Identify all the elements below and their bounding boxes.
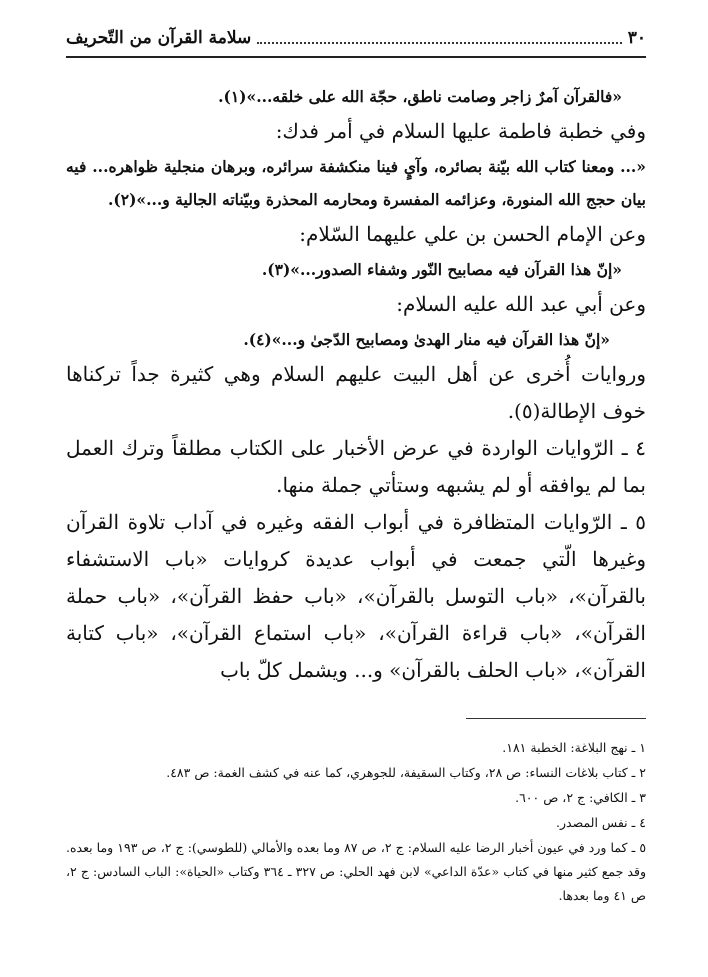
- footnote: ٢ ـ كتاب بلاغات النساء: ص ٢٨، وكتاب السقيفة، للجوهري، كما عنه في كشف الغمة: ص ٤٨٣.: [166, 765, 646, 780]
- footnotes: [66, 736, 646, 909]
- running-title: سلامة القرآن من التّحريف: [66, 28, 252, 48]
- paragraph: وعن الإمام الحسن بن علي عليهما السّلام:: [299, 222, 646, 246]
- paragraph: وعن أبي عبد الله عليه السلام:: [396, 292, 646, 316]
- footnote: ٣ ـ الكافي: ج ٢، ص ٦٠٠.: [515, 790, 646, 805]
- header-leader-dots: [257, 32, 622, 44]
- paragraph: «إنّ هذا القرآن فيه منار الهدىٰ ومصابيح الدّجىٰ و...»(٤).: [243, 330, 610, 349]
- paragraph: ٥ ـ الرّوايات المتظافرة في أبواب الفقه وغيره في آداب تلاوة القرآن وغيرها الّتي جمعت في أبواب عديدة كروايات «باب الاستشفاء بالقرآن»، «باب التوسل بالقرآن»، «باب حفظ القرآن»، «باب حملة القرآن»، «باب قراءة القرآن»، «باب استماع القرآن»، «باب كتابة القرآن»، «باب الحلف بالقرآن» و... ويشمل كلّ باب: [66, 510, 646, 682]
- page-number: ٣٠: [627, 28, 646, 48]
- paragraph: وفي خطبة فاطمة عليها السلام في أمر فدك:: [275, 119, 646, 143]
- main-text: [66, 80, 646, 689]
- footnote-separator: [466, 718, 646, 719]
- footnote: ٤ ـ نفس المصدر.: [556, 815, 646, 830]
- paragraph: «فالقرآن آمرٌ زاجر وصامت ناطق، حجّة الله على خلقه...»(١).: [218, 87, 622, 106]
- paragraph: «إنّ هذا القرآن فيه مصابيح النّور وشفاء الصدور...»(٣).: [261, 260, 622, 279]
- paragraph: «... ومعنا كتاب الله بيّنة بصائره، وآيٍ فينا منكشفة سرائره، وبرهان منجلية ظواهره... فيه بيان حجج الله المنورة، وعزائمه المفسرة ومحارمه المحذرة وبيّناته الجالية و...»(٢).: [66, 157, 646, 209]
- header-rule: [66, 56, 646, 58]
- footnote: ٥ ـ كما ورد في عيون أخبار الرضا عليه السلام: ج ٢، ص ٨٧ وما بعده والأمالي (للطوسي): ج ٢، ص ١٩٣ وما بعده. وقد جمع كثير منها في كتاب «عدّة الداعي» لابن فهد الحلي: ص ٣٢٧ ـ ٣٦٤ وكتاب «الحياة»: الباب السادس: ج ٢، ص ٤١ وما بعدها.: [66, 840, 647, 903]
- footnote: ١ ـ نهج البلاغة: الخطبة ١٨١.: [502, 740, 646, 755]
- page-header: [66, 28, 646, 48]
- paragraph: وروايات أُخرى عن أهل البيت عليهم السلام وهي كثيرة جداً تركناها خوف الإطالة(٥).: [66, 362, 646, 423]
- paragraph: ٤ ـ الرّوايات الواردة في عرض الأخبار على الكتاب مطلقاً وترك العمل بما لم يوافقه أو لم يشبهه وستأتي جملة منها.: [66, 436, 646, 497]
